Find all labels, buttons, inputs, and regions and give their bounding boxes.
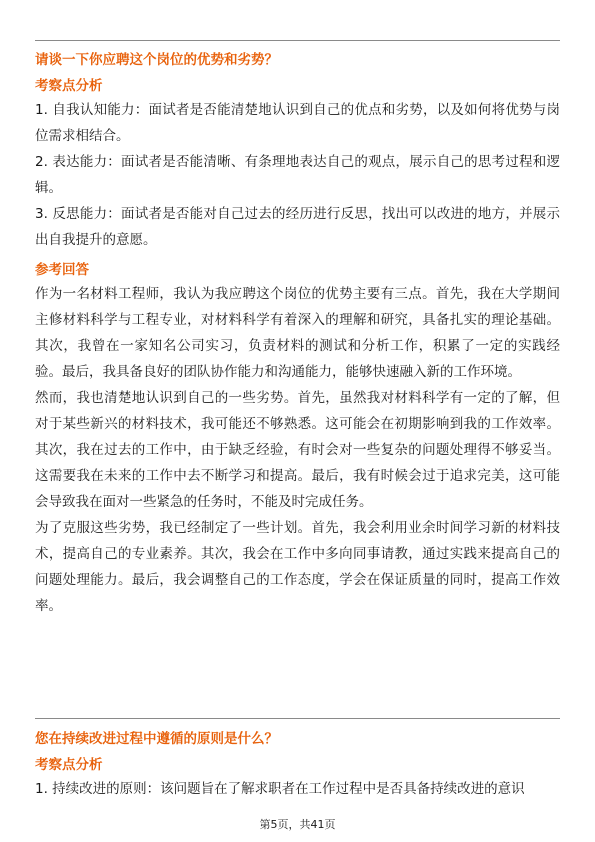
analysis-item: 1. 自我认知能力：面试者是否能清楚地认识到自己的优点和劣势，以及如何将优势与岗位需求相结合。	[35, 102, 560, 144]
analysis-item: 1. 持续改进的原则：该问题旨在了解求职者在工作过程中是否具备持续改进的意识	[35, 781, 525, 797]
top-divider	[35, 40, 560, 41]
answer-paragraph: 作为一名材料工程师，我认为我应聘这个岗位的优势主要有三点。首先，我在大学期间主修材料科学与工程专业，对材料科学有着深入的理解和研究，具备扎实的理论基础。其次，我曾在一家知名公司实习，负责材料的测试和分析工作，积累了一定的实践经验。最后，我具备良好的团队协作能力和沟通能力，能够快速融入新的工作环境。	[35, 286, 560, 380]
page-number-footer: 第5页，共41页	[259, 818, 336, 831]
analysis-item: 2. 表达能力：面试者是否能清晰、有条理地表达自己的观点，展示自己的思考过程和逻辑。	[35, 154, 560, 196]
analysis-heading: 考察点分析	[35, 757, 103, 773]
answer-paragraph: 然而，我也清楚地认识到自己的一些劣势。首先，虽然我对材料科学有一定的了解，但对于某些新兴的材料技术，我可能还不够熟悉。这可能会在初期影响到我的工作效率。其次，我在过去的工作中，由于缺乏经验，有时会对一些复杂的问题处理得不够妥当。这需要我在未来的工作中去不断学习和提高。最后，我有时候会过于追求完美，这可能会导致我在面对一些紧急的任务时，不能及时完成任务。	[35, 390, 560, 510]
question-title: 请谈一下你应聘这个岗位的优势和劣势？	[35, 52, 278, 68]
document-page	[35, 0, 560, 842]
analysis-item: 3. 反思能力：面试者是否能对自己过去的经历进行反思，找出可以改进的地方，并展示出自我提升的意愿。	[35, 206, 560, 248]
answer-heading: 参考回答	[35, 262, 89, 278]
qa-section-2	[35, 728, 560, 802]
answer-paragraph: 为了克服这些劣势，我已经制定了一些计划。首先，我会利用业余时间学习新的材料技术，提高自己的专业素养。其次，我会在工作中多向同事请教，通过实践来提高自己的问题处理能力。最后，我会调整自己的工作态度，学会在保证质量的同时，提高工作效率。	[35, 520, 560, 614]
qa-section-1	[35, 49, 560, 619]
section-divider	[35, 718, 560, 719]
analysis-heading: 考察点分析	[35, 78, 103, 94]
question-title: 您在持续改进过程中遵循的原则是什么？	[35, 731, 278, 747]
